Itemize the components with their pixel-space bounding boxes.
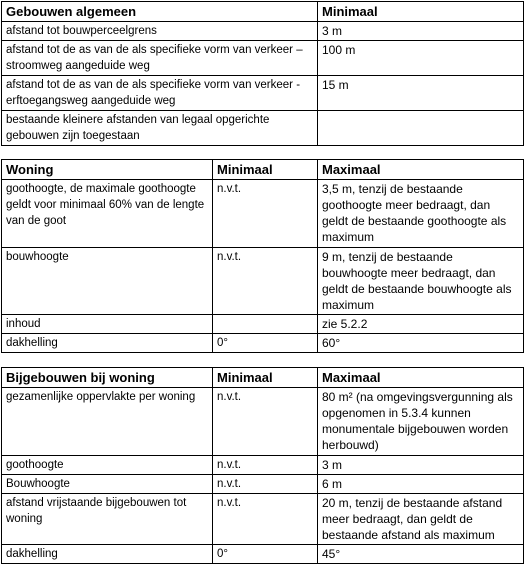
cell-minimaal: 0° [213,545,318,564]
header-gebouwen-algemeen: Gebouwen algemeen [2,2,318,22]
cell-label: goothoogte [2,456,213,475]
cell-minimaal: n.v.t. [213,475,318,494]
cell-minimaal: n.v.t. [213,248,318,315]
header-minimaal: Minimaal [213,160,318,180]
cell-maximaal: 45° [318,545,524,564]
table-row [2,41,524,76]
cell-label: gezamenlijke oppervlakte per woning [2,388,213,456]
cell-minimaal: n.v.t. [213,388,318,456]
cell-minimaal: 15 m [318,76,524,111]
header-bijgebouwen: Bijgebouwen bij woning [2,368,213,388]
cell-label: Bouwhoogte [2,475,213,494]
table-row [2,76,524,111]
table-row [2,22,524,41]
cell-maximaal: 3 m [318,456,524,475]
cell-label: goothoogte, de maximale goothoogte geldt voor minimaal 60% van de lengte van de goot [2,180,213,248]
table-row [2,180,524,248]
table-row [2,545,524,564]
cell-maximaal: 6 m [318,475,524,494]
table-row [2,111,524,146]
header-woning: Woning [2,160,213,180]
table-row [2,475,524,494]
table-row [2,388,524,456]
cell-label: afstand vrijstaande bijgebouwen tot woning [2,494,213,545]
header-minimaal: Minimaal [318,2,524,22]
table-row [2,494,524,545]
cell-maximaal: zie 5.2.2 [318,315,524,334]
cell-label: afstand tot bouwperceelgrens [2,22,318,41]
cell-minimaal: n.v.t. [213,456,318,475]
cell-maximaal: 60° [318,334,524,353]
table-row [2,248,524,315]
cell-label: dakhelling [2,545,213,564]
table-header-row [2,2,524,22]
cell-label: inhoud [2,315,213,334]
cell-maximaal: 9 m, tenzij de bestaande bouwhoogte meer bedraagt, dan geldt de bestaande bouwhoogte als maximum [318,248,524,315]
table-row [2,456,524,475]
table-woning [1,159,524,353]
header-maximaal: Maximaal [318,368,524,388]
table-gebouwen-algemeen [1,1,524,146]
table-row [2,315,524,334]
cell-minimaal [213,315,318,334]
table-header-row [2,368,524,388]
cell-label: bouwhoogte [2,248,213,315]
cell-label: dakhelling [2,334,213,353]
cell-minimaal: n.v.t. [213,180,318,248]
table-row [2,334,524,353]
cell-minimaal: 100 m [318,41,524,76]
cell-minimaal: 3 m [318,22,524,41]
table-bijgebouwen [1,367,524,564]
cell-label: afstand tot de as van de als specifieke vorm van verkeer – stroomweg aangeduide weg [2,41,318,76]
cell-label: afstand tot de as van de als specifieke vorm van verkeer - erftoegangsweg aangeduide weg [2,76,318,111]
header-maximaal: Maximaal [318,160,524,180]
cell-maximaal: 80 m² (na omgevingsvergunning als opgenomen in 5.3.4 kunnen monumentale bijgebouwen worden herbouwd) [318,388,524,456]
cell-maximaal: 20 m, tenzij de bestaande afstand meer bedraagt, dan geldt de bestaande afstand als maximum [318,494,524,545]
cell-minimaal [318,111,524,146]
cell-minimaal: n.v.t. [213,494,318,545]
cell-maximaal: 3,5 m, tenzij de bestaande goothoogte meer bedraagt, dan geldt de bestaande goothoogte als maximum [318,180,524,248]
cell-minimaal: 0° [213,334,318,353]
table-header-row [2,160,524,180]
header-minimaal: Minimaal [213,368,318,388]
cell-label: bestaande kleinere afstanden van legaal opgerichte gebouwen zijn toegestaan [2,111,318,146]
